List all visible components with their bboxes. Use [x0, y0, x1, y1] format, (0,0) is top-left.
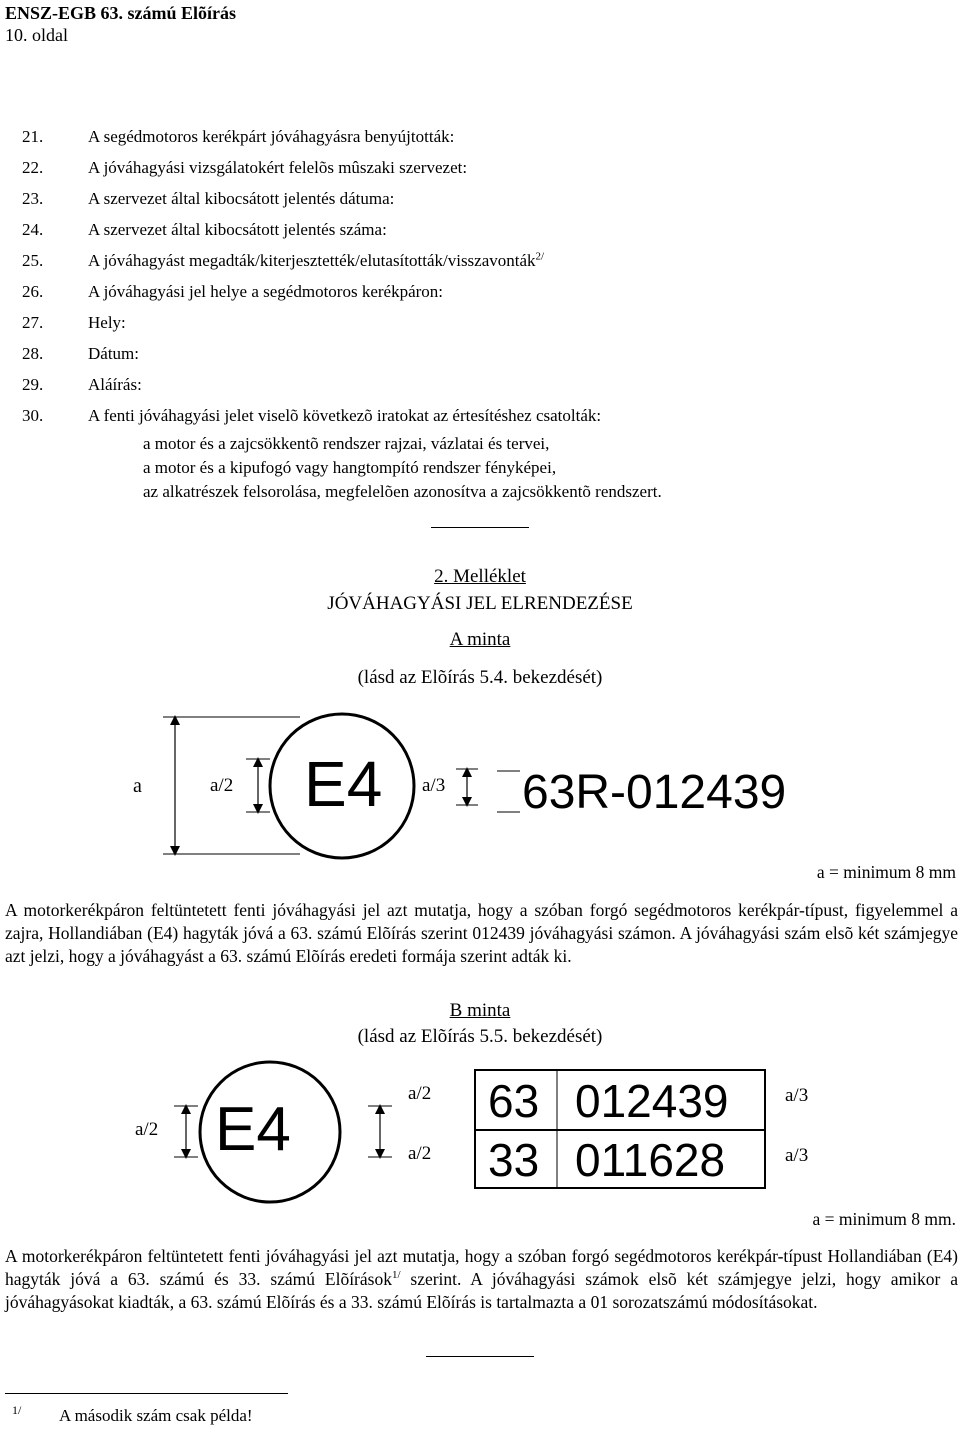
- label-a3: a/3: [422, 775, 446, 796]
- model-a-title: A minta: [449, 629, 511, 650]
- item-text: A szervezet által kibocsátott jelentés dátuma:: [88, 189, 395, 208]
- approval-number: 63R-012439: [522, 766, 787, 819]
- label-a: a: [133, 775, 142, 797]
- document-title: ENSZ-EGB 63. számú Elõírás: [5, 3, 237, 23]
- item-number: 27.: [22, 313, 44, 332]
- footnote-ref: 1/: [391, 1269, 401, 1282]
- label-a3: a/3: [785, 1145, 809, 1166]
- item-text: A jóváhagyási vizsgálatokért felelõs mûszaki szervezet:: [88, 158, 468, 177]
- item-text: Aláírás:: [88, 375, 142, 394]
- approval-number: 011628: [575, 1134, 726, 1186]
- item-text: Dátum:: [88, 344, 139, 363]
- model-a-reference: (lásd az Elõírás 5.4. bekezdését): [357, 667, 603, 688]
- mark-e4: E4: [304, 748, 383, 820]
- annex-number: 2. Melléklet: [434, 566, 526, 587]
- item-text: A jóváhagyási jel helye a segédmotoros kerékpáron:: [88, 282, 443, 301]
- label-a2: a/2: [210, 775, 234, 796]
- model-b-reference: (lásd az Elõírás 5.5. bekezdését): [357, 1026, 603, 1047]
- model-a-description: A motorkerékpáron feltüntetett fenti jóváhagyási jel azt mutatja, hogy a szóban forgó segédmotoros kerékpár-típust, figyelemmel a zajra, Hollandiában (E4) hagyták jóvá a 63. számú Elõírás szerint 012439 jóváhagyási számon. A jóváhagyási szám elsõ két számjegye azt jelzi, hogy a jóváhagyást a 63. számú Elõírás eredeti formája szerint adták ki.: [5, 900, 958, 966]
- attachment-item: a motor és a zajcsökkentõ rendszer rajzai, vázlatai és tervei,: [143, 434, 550, 453]
- item-text: A szervezet által kibocsátott jelentés száma:: [88, 220, 387, 239]
- label-a2: a/2: [408, 1083, 432, 1104]
- separator-line: [431, 527, 529, 528]
- footnote-rule: [5, 1393, 288, 1394]
- model-b-title: B minta: [449, 1000, 511, 1021]
- item-number: 26.: [22, 282, 44, 301]
- item-number: 24.: [22, 220, 44, 239]
- item-number: 29.: [22, 375, 44, 394]
- item-text: A fenti jóváhagyási jelet viselõ következõ iratokat az értesítéshez csatolták:: [88, 406, 602, 425]
- label-a3: a/3: [785, 1085, 809, 1106]
- model-a-diagram: [0, 700, 960, 870]
- page-number: 10. oldal: [5, 25, 68, 45]
- separator-line: [426, 1356, 534, 1357]
- footnote-ref: 2/: [535, 250, 545, 263]
- item-number: 30.: [22, 406, 44, 425]
- regulation-number: 63: [488, 1075, 540, 1127]
- attachment-item: a motor és a kipufogó vagy hangtompító rendszer fényképei,: [143, 458, 557, 477]
- footnote-text: A második szám csak példa!: [59, 1406, 253, 1425]
- item-number: 25.: [22, 251, 44, 270]
- item-number: 22.: [22, 158, 44, 177]
- model-b-description: A motorkerékpáron feltüntetett fenti jóváhagyási jel azt mutatja, hogy a szóban forgó segédmotoros kerékpár-típust Hollandiában (E4) hagyták jóvá a 63. számú és 33. számú Elõírások$^{1/}$ szerint. A jóváhagyási számok elsõ két számjegye jelzi, hogy amikor a jóváhagyásokat kiadták, a 63. számú Elõírás és a 33. számú Elõírás is tartalmazta a 01 sorozatszámú módosításokat.: [5, 1246, 958, 1312]
- item-text: Hely:: [88, 313, 126, 332]
- mark-e4: E4: [215, 1095, 291, 1164]
- item-text: A jóváhagyást megadták/kiterjesztették/elutasították/visszavonták$^{2/}$: [88, 250, 545, 270]
- minimum-size-note: a = minimum 8 mm: [816, 862, 956, 882]
- footnote-mark: 1/: [12, 1403, 22, 1417]
- regulation-number: 33: [488, 1134, 540, 1186]
- label-a2: a/2: [135, 1119, 159, 1140]
- item-number: 23.: [22, 189, 44, 208]
- minimum-size-note: a = minimum 8 mm.: [812, 1209, 956, 1229]
- item-number: 28.: [22, 344, 44, 363]
- item-text: A segédmotoros kerékpárt jóváhagyásra benyújtották:: [88, 127, 455, 146]
- approval-number: 012439: [575, 1075, 729, 1127]
- label-a2: a/2: [408, 1143, 432, 1164]
- attachment-item: az alkatrészek felsorolása, megfelelõen azonosítva a zajcsökkentõ rendszert.: [143, 482, 662, 501]
- annex-title: JÓVÁHAGYÁSI JEL ELRENDEZÉSE: [327, 593, 633, 614]
- item-number: 21.: [22, 127, 44, 146]
